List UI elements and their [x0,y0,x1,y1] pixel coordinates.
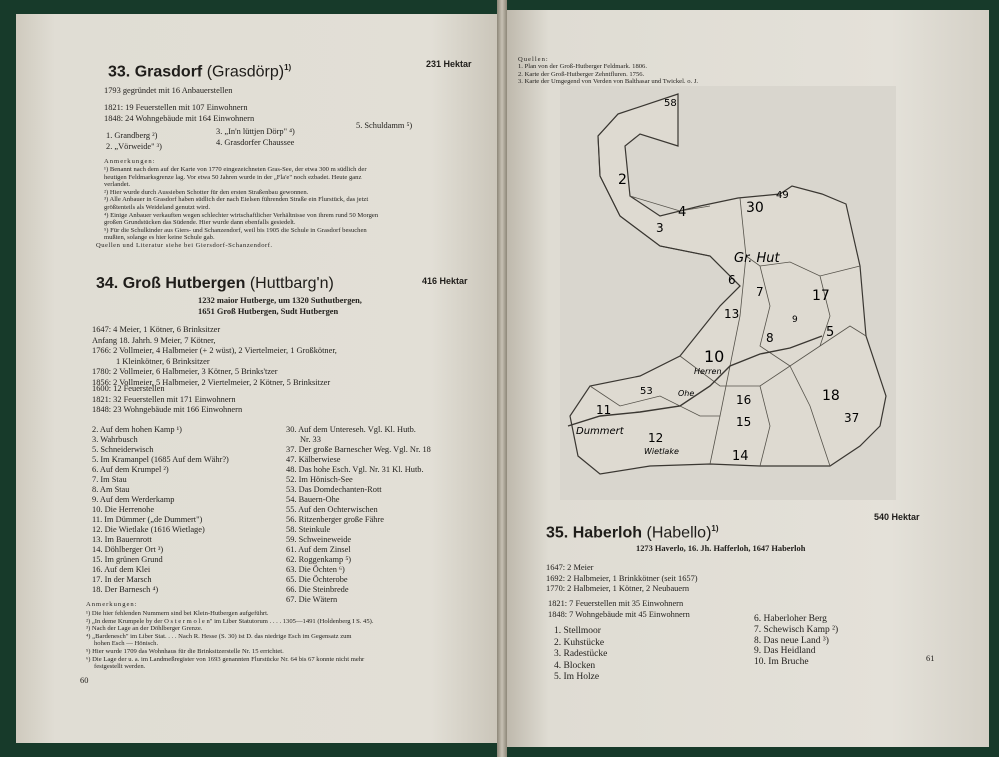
section-34-fields-right: 30. Auf dem Untereseh. Vgl. Kl. Hutb. Nr. 33 37. Der große Barnescher Weg. Vgl. Nr. 18 47. Kälberwiese 48. Das hohe Esch. Vgl. Nr. 31 Kl. Hutb. 52. Im Hönisch-See 53. Das Domdechanten-Rott 54. Bauern-Ohe 55. Auf den Ochterwischen 56. Ritzenberger große Fähre 58. Steinkule 59. Schweineweide 61. Auf dem Zinsel 62. Roggenkamp ⁵) 63. Die Öchten ⁶) 65. Die Öchterobe 66. Die Steinbrede 67. Die Wätern [286,425,431,604]
map-label-7: 7 [756,285,764,299]
field-map [560,86,896,500]
map-label-9: 9 [792,315,798,325]
section-34-area: 416 Hektar [422,276,468,286]
field-map-drawing [560,86,896,500]
section-33-sources: Quellen und Literatur siehe bei Giersdorf-Schanzendorf. [96,242,273,249]
map-label-2: 2 [618,172,627,188]
section-33-fields-col2: 3. „In'n lüttjen Dörp" ⁴) 4. Grasdorfer Chaussee [216,127,295,147]
map-label-14: 14 [732,449,749,464]
map-label-3: 3 [656,221,664,235]
section-33-fields-col1: 1. Grandberg ²) 2. „Vörweide" ³) [106,131,162,151]
map-label-18: 18 [822,388,840,404]
section-33-area: 231 Hektar [426,59,472,69]
map-label-5: 5 [826,325,835,340]
section-33-founded: 1793 gegründet mit 16 Anbauerstellen [104,86,233,95]
section-35-fields-right: 6. Haberloher Berg 7. Schewisch Kamp ²) 8. Das neue Land ³) 9. Das Heidland 10. Im Bruche [754,614,839,668]
section-34-title: 34. Groß Hutbergen (Huttbarg'n) [96,275,334,292]
section-34-notes-heading: Anmerkungen: [86,601,138,608]
section-33-notes: ¹) Benannt nach dem auf der Karte von 1770 eingezeichneten Gras-See, der etwa 300 m südlich der heutigen Feldmarksgrenze lag. Vor etwa 50 Jahren wurde in der „Fla'e" noch ezbadet. Heute ganz verlandet. ²) Hier wurde durch Aussieben Schotter für den ersten Straßenbau gewonnen. ³) Alle Anbauer in Grasdorf haben südlich der nach Eielsen führenden Straße ein Flurstück, das jetzt größtenteils als Weideland genutzt wird. ⁴) Einige Anbauer verkauften wegen schlechter wirtschaftlicher Verhältnisse von ihrem rund 50 Morgen großen Grundstücken das Südende. Hier wurde dann ebenfalls gesiedelt. ⁵) Für die Schulkinder aus Giers- und Schanzendorf, weil bis 1905 die Schule in Grasdorf besuchen mußten, solange es hier keine Schule gab. [104,166,379,242]
map-label-dummert: Dummert [576,426,624,437]
book-gutter [497,0,507,757]
map-place-name: Gr. Hut [734,251,780,266]
map-label-11: 11 [596,403,612,417]
section-35-subtitle: 1273 Haverlo, 16. Jh. Hafferloh, 1647 Haberloh [636,544,806,553]
section-34-population: 1600: 12 Feuerstellen 1821: 32 Feuerstellen mit 171 Einwohnern 1848: 23 Wohngebäude mit 166 Einwohnern [92,384,243,414]
map-label-13: 13 [724,307,740,321]
map-label-37: 37 [844,411,860,425]
map-label-17: 17 [812,288,830,304]
map-label-10: 10 [704,347,725,366]
section-34-fields-left: 2. Auf dem hohen Kamp ¹) 3. Wahrbusch 5. Schneiderwisch 5. Im Kramanpel (1685 Auf dem Währ?) 6. Auf dem Krumpel ²) 7. Im Stau 8. Am Stau 9. Auf dem Werderkamp 10. Die Herrenohe 11. Im Dümmer („de Dummert") 12. Die Wietlake (1616 Wietlage) 13. Im Bauernrott 14. Döhlberger Ort ³) 15. Im grünen Grund 16. Auf dem Klei 17. In der Marsch 18. Der Barnesch ⁴) [92,425,229,594]
map-label-30: 30 [746,200,764,216]
section-34-notes: ¹) Die hier fehlenden Nummern sind bei Klein-Hutbergen aufgeführt. ²) „In deme Krumpele by der O s t e r m o l e n" im Liber Statutorum . . . . 1305—1491 (Holdenberg I S. 45). ³) Nach der Lage an der Döhlberger Grenze. ⁴) „Bardenesch" im Liber Stat. . . . Nach R. Hesse (S. 30) ist D. das niedrige Esch im Gegensatz zum hohen Esch — Hönisch. ⁵) Hier wurde 1709 das Wohnhaus für die Brinksitzerstelle Nr. 15 errichtet. ⁶) Die Lage der u. a. im Landmeßregister von 1693 genannten Flurstücke Nr. 64 bis 67 konnte nicht mehr festgestellt werden. [86,610,374,671]
section-35-population: 1821: 7 Feuerstellen mit 35 Einwohnern 1848: 7 Wohngebäude mit 45 Einwohnern [548,599,690,619]
section-34-subtitle: 1232 maior Hutberge, um 1320 Suthutbergen, 1651 Groß Hutbergen, Sudt Hutbergen [198,296,362,316]
map-label-58: 58 [664,98,677,109]
map-label-53: 53 [640,386,653,397]
map-label-12: 12 [648,431,664,445]
map-sources-heading: Quellen: [518,56,549,63]
section-35-history: 1647: 2 Meier 1692: 2 Halbmeier, 1 Brinkkötner (seit 1657) 1770: 2 Halbmeier, 1 Kötner, 2 Neubauern [546,563,698,593]
section-33-history: 1821: 19 Feuerstellen mit 107 Einwohnern 1848: 24 Wohngebäude mit 164 Einwohnern [104,103,255,123]
left-page-number: 60 [80,676,89,685]
section-33-title: 33. Grasdorf (Grasdörp)$^{1)}$ [108,63,292,81]
map-label-6: 6 [728,273,736,287]
section-34-history: 1647: 4 Meier, 1 Kötner, 6 Brinksitzer Anfang 18. Jahrh. 9 Meier, 7 Kötner, 1766: 2 Vollmeier, 4 Halbmeier (+ 2 wüst), 2 Viertelmeier, 1 Großkötner, 1 Kleinkötner, 6 Brinksitzer 1780: 2 Vollmeier, 6 Halbmeier, 3 Kötner, 5 Brinks'tzer 1856: 2 Vollmeier, 5 Halbmeier, 2 Viertelmeier, 2 Kötner, 5 Brinksitzer [92,325,337,387]
map-label-8: 8 [766,331,774,345]
map-sources: 1. Plan von der Groß-Hutberger Feldmark. 1806. 2. Karte der Groß-Hutberger Zehntfluren. 1756. 3. Karte der Umgegend von Verden von Balthasar und Twickel. o. J. [518,63,699,86]
section-35-fields-left: 1. Stellmoor 2. Kuhstücke 3. Radestücke 4. Blocken 5. Im Holze [554,626,608,682]
section-33-notes-heading: Anmerkungen: [104,158,156,165]
map-label-16: 16 [736,393,752,407]
right-page-number: 61 [926,654,935,663]
map-label-49: 49 [776,190,789,201]
map-label-herren: Herren [694,367,722,376]
map-label-wietlake: Wietlake [644,447,679,456]
map-label-15: 15 [736,415,752,429]
map-label-ohe: Ohe [678,389,695,398]
map-label-4: 4 [678,205,687,220]
section-35-area: 540 Hektar [874,512,920,522]
section-35-title: 35. Haberloh (Habello)$^{1)}$ [546,524,719,542]
section-33-fields-col3: 5. Schuldamm ⁵) [356,121,413,130]
